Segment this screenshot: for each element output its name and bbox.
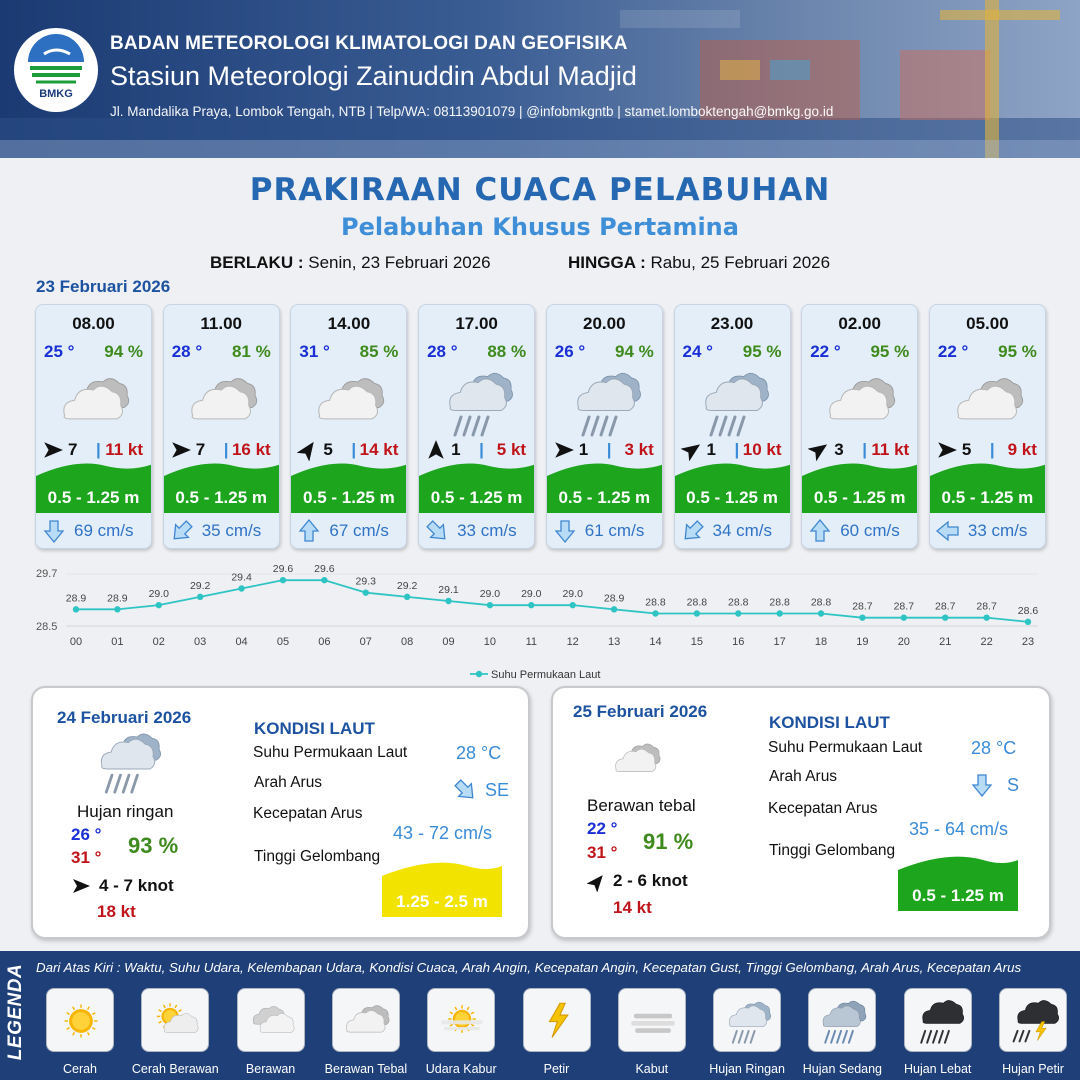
wind-gust: 9 kt (1007, 440, 1037, 459)
wind-speed: 5 (961, 440, 972, 459)
wave-height: 0.5 - 1.25 m (813, 488, 906, 507)
arrow-west-icon (936, 519, 960, 543)
data-label: 28.7 (934, 600, 956, 613)
day2-wind: 4 - 7 knot (99, 876, 174, 895)
data-label: 28.9 (603, 592, 625, 605)
day3-weather: Berawan tebal (587, 796, 696, 815)
x-tick-label: 12 (566, 636, 579, 648)
day2-sst: 28 °C (456, 743, 502, 763)
arrow-east-icon (170, 439, 192, 461)
humidity: 95 % (870, 342, 910, 361)
legend-item-label: Hujan Lebat (903, 1062, 972, 1076)
hujan-ringan-icon (721, 995, 775, 1047)
wave-height: 0.5 - 1.25 m (430, 488, 523, 507)
day3-date: 25 Februari 2026 (573, 702, 708, 721)
data-point (156, 602, 162, 608)
data-point (776, 610, 782, 616)
y-tick-label: 29.7 (36, 568, 58, 580)
x-tick-label: 00 (69, 636, 83, 648)
data-label: 28.7 (976, 600, 997, 613)
arrow-south-icon (553, 519, 577, 543)
arrow-southwest-icon (170, 519, 194, 543)
wind-separator: | (351, 440, 357, 459)
legend-item-label: Berawan Tebal (324, 1062, 408, 1076)
arrow-northeast-icon (587, 872, 607, 892)
valid-to (568, 253, 830, 273)
x-tick-label: 04 (235, 636, 248, 648)
wind-speed: 7 (68, 440, 78, 459)
forecast-time: 05.00 (966, 314, 1009, 333)
arrow-southeast-icon (425, 519, 449, 543)
data-label: 28.9 (65, 592, 87, 605)
x-tick-label: 20 (897, 636, 910, 648)
data-point (901, 614, 907, 620)
data-label: 28.7 (893, 600, 915, 613)
legend-item-box (427, 988, 495, 1052)
wind-separator: | (223, 440, 229, 459)
data-label: 29.2 (396, 579, 418, 592)
day2-wave-label: Tinggi Gelombang (254, 848, 381, 865)
day3-temp-min: 22 ° (587, 819, 618, 838)
wave-height: 0.5 - 1.25 m (558, 488, 651, 507)
day3-current-speed: 35 - 64 cm/s (909, 819, 1009, 839)
data-label: 28.8 (728, 596, 749, 609)
x-tick-label: 23 (1021, 636, 1035, 648)
legend-item-label: Hujan Sedang (802, 1062, 882, 1076)
day3-panel (551, 686, 1051, 939)
data-point (321, 577, 327, 583)
x-tick-label: 18 (814, 636, 828, 648)
data-point (528, 602, 534, 608)
day3-sst-label: Suhu Permukaan Laut (768, 739, 923, 756)
data-label: 29.6 (272, 563, 294, 576)
wave-height: 0.5 - 1.25 m (47, 488, 140, 507)
berawan-tebal-icon (182, 367, 264, 437)
legend-marker (476, 671, 482, 677)
arrow-north-icon (425, 439, 447, 461)
valid-from-value: Senin, 23 Februari 2026 (308, 253, 491, 272)
wind-separator: | (862, 440, 867, 459)
berawan-tebal-icon (605, 736, 669, 784)
data-point (611, 606, 617, 612)
data-label: 29.6 (314, 563, 335, 576)
data-point (280, 577, 286, 583)
wave-height: 0.5 - 1.25 m (175, 488, 268, 507)
data-point (445, 598, 451, 604)
arrow-east-icon (936, 439, 958, 461)
wind-gust: 11 kt (871, 440, 910, 459)
forecast-card (801, 304, 918, 549)
x-tick-label: 01 (111, 636, 124, 648)
berawan-tebal-icon (309, 367, 391, 437)
wind-gust: 3 kt (624, 440, 654, 459)
legend-item-label: Udara Kabur (425, 1062, 497, 1076)
forecast-card (290, 304, 407, 549)
arrow-east-icon (42, 439, 64, 461)
data-point (735, 610, 741, 616)
humidity: 88 % (487, 342, 527, 361)
organization-name: BADAN METEOROLOGI KLIMATOLOGI DAN GEOFISIKA (110, 33, 628, 54)
y-tick-label: 28.5 (36, 621, 58, 633)
forecast-card (163, 304, 280, 549)
humidity: 81 % (231, 342, 271, 361)
x-tick-label: 14 (649, 636, 662, 648)
hujan-petir-icon (1007, 995, 1061, 1047)
current-speed: 35 cm/s (201, 521, 262, 540)
day2-wave: 1.25 - 2.5 m (396, 892, 488, 911)
berawan-tebal-icon (340, 995, 394, 1047)
x-tick-label: 02 (152, 636, 165, 648)
legend-item-label: Kabut (635, 1062, 669, 1076)
arrow-southeast-icon (453, 778, 477, 802)
x-tick-label: 22 (980, 636, 993, 648)
day2-sea-heading: KONDISI LAUT (254, 719, 375, 738)
day2-current-speed-label: Kecepatan Arus (253, 805, 363, 822)
arrow-southwest-icon (681, 519, 705, 543)
x-tick-label: 19 (856, 636, 869, 648)
valid-to-value: Rabu, 25 Februari 2026 (650, 253, 831, 272)
day3-current-speed-label: Kecepatan Arus (768, 800, 878, 817)
cerah-icon (54, 995, 108, 1047)
berawan-tebal-icon (54, 367, 136, 437)
legend-bar (0, 951, 1080, 1080)
day2-current-dir: SE (485, 780, 510, 800)
bmkg-logo-text: BMKG (39, 88, 73, 100)
kabut-icon (626, 995, 680, 1047)
day3-sst: 28 °C (971, 738, 1017, 758)
wind-separator: | (989, 440, 995, 459)
berawan-icon (245, 995, 299, 1047)
wind-separator: | (606, 440, 612, 459)
data-point (238, 585, 244, 591)
air-temperature: 22 ° (810, 342, 841, 361)
current-speed: 61 cm/s (584, 521, 645, 540)
legend-item-box (332, 988, 400, 1052)
hujan-lebat-icon (912, 995, 966, 1047)
arrow-northeast-icon (808, 439, 830, 461)
data-label: 29.4 (231, 571, 252, 584)
valid-from-label: BERLAKU : (210, 253, 304, 272)
current-speed: 33 cm/s (457, 521, 517, 540)
wind-speed: 1 (706, 440, 716, 459)
day2-gust: 18 kt (97, 902, 136, 921)
data-point (818, 610, 824, 616)
current-speed: 34 cm/s (712, 521, 773, 540)
x-tick-label: 16 (732, 636, 745, 648)
hujan-ringan-icon (437, 367, 519, 437)
data-point (983, 614, 989, 620)
day1-date: 23 Februari 2026 (36, 277, 171, 296)
data-point (73, 606, 79, 612)
wind-speed: 1 (578, 440, 589, 459)
hujan-sedang-icon (816, 995, 870, 1047)
air-temperature: 24 ° (682, 342, 713, 361)
legend-item-box (713, 988, 781, 1052)
legend-item-box (999, 988, 1067, 1052)
data-point (404, 594, 410, 600)
day2-temp-min: 26 ° (71, 825, 102, 844)
wind-speed: 5 (323, 440, 333, 459)
humidity: 95 % (998, 342, 1037, 361)
day2-weather: Hujan ringan (77, 802, 174, 821)
page-title: PRAKIRAAN CUACA PELABUHAN (249, 172, 831, 208)
data-label: 29.0 (148, 588, 170, 601)
forecast-time: 17.00 (455, 314, 498, 333)
day3-wave: 0.5 - 1.25 m (912, 886, 1004, 905)
valid-to-label: HINGGA : (568, 253, 646, 272)
x-tick-label: 10 (483, 636, 497, 648)
data-label: 29.3 (355, 575, 376, 588)
day2-temp-max: 31 ° (71, 848, 102, 867)
data-label: 29.2 (189, 579, 211, 592)
wind-separator: | (734, 440, 740, 459)
x-tick-label: 21 (939, 636, 952, 648)
wind-gust: 16 kt (231, 440, 271, 459)
data-point (363, 589, 369, 595)
day2-humidity: 93 % (128, 833, 179, 858)
humidity: 94 % (104, 342, 143, 361)
x-tick-label: 09 (442, 636, 455, 648)
legend-tab (0, 951, 31, 1080)
day3-wave-label: Tinggi Gelombang (769, 842, 896, 859)
air-temperature: 25 ° (44, 342, 75, 361)
x-tick-label: 05 (276, 636, 290, 648)
current-speed: 69 cm/s (74, 521, 134, 540)
legend-item-box (237, 988, 305, 1052)
forecast-card (546, 304, 663, 549)
sea-surface-temperature-chart (28, 560, 1058, 685)
air-temperature: 26 ° (554, 342, 586, 361)
arrow-east-icon (553, 439, 575, 461)
arrow-south-icon (42, 519, 66, 543)
data-label: 28.8 (810, 596, 832, 609)
day2-current-dir-label: Arah Arus (254, 774, 323, 791)
udara-kabur-icon (435, 995, 489, 1047)
data-point (197, 594, 203, 600)
legend-item-label: Cerah Berawan (131, 1062, 219, 1076)
wind-gust: 14 kt (359, 440, 399, 459)
bmkg-logo (14, 28, 98, 112)
current-speed: 60 cm/s (840, 521, 900, 540)
arrow-south-icon (970, 773, 994, 797)
wind-speed: 1 (451, 440, 461, 459)
forecast-card (929, 304, 1046, 549)
wind-separator: | (479, 440, 484, 459)
forecast-time: 02.00 (838, 314, 881, 333)
legend-item-box (808, 988, 876, 1052)
data-label: 29.0 (562, 588, 583, 601)
data-point (859, 614, 865, 620)
wind-speed: 3 (834, 440, 844, 459)
berawan-tebal-icon (948, 367, 1030, 437)
legend-item-label: Hujan Petir (1002, 1062, 1064, 1076)
forecast-time: 23.00 (710, 314, 754, 333)
hujan-ringan-icon (693, 367, 775, 437)
legend-item-box (46, 988, 114, 1052)
wind-separator: | (96, 440, 101, 459)
humidity: 95 % (742, 342, 782, 361)
day2-sst-label: Suhu Permukaan Laut (253, 744, 408, 761)
day3-wind: 2 - 6 knot (613, 871, 688, 890)
header-banner (0, 0, 1080, 158)
day2-date: 24 Februari 2026 (57, 708, 192, 727)
data-label: 28.8 (645, 596, 666, 609)
legend-item-box (141, 988, 209, 1052)
wave-height: 0.5 - 1.25 m (303, 488, 395, 507)
data-label: 28.9 (107, 592, 128, 605)
petir-icon (531, 995, 585, 1047)
hujan-ringan-icon (89, 728, 167, 794)
data-label: 29.0 (521, 588, 542, 601)
data-label: 28.8 (769, 596, 790, 609)
air-temperature: 22 ° (937, 342, 969, 361)
arrow-north-icon (808, 519, 832, 543)
hujan-ringan-icon (565, 367, 647, 437)
day3-sea-heading: KONDISI LAUT (769, 713, 890, 732)
current-speed: 67 cm/s (329, 521, 389, 540)
day3-current-dir: S (1007, 775, 1020, 795)
day3-humidity: 91 % (643, 829, 694, 854)
data-label: 28.8 (686, 596, 708, 609)
x-tick-label: 15 (690, 636, 703, 648)
legend-description: Dari Atas Kiri : Waktu, Suhu Udara, Kelembapan Udara, Kondisi Cuaca, Arah Angin, Kecepatan Angin, Kecepatan Gust, Tinggi Gelombang, Arah Arus, Kecepatan Arus (36, 960, 1022, 975)
legend-item-box (904, 988, 972, 1052)
data-label: 29.0 (479, 588, 501, 601)
legend-item-box (618, 988, 686, 1052)
port-name: Pelabuhan Khusus Pertamina (341, 213, 739, 241)
forecast-card (674, 304, 791, 549)
forecast-time: 11.00 (200, 314, 242, 333)
data-point (487, 602, 493, 608)
humidity: 94 % (615, 342, 654, 361)
wind-gust: 11 kt (105, 440, 143, 459)
x-tick-label: 13 (607, 636, 621, 648)
day2-current-speed: 43 - 72 cm/s (393, 823, 493, 843)
forecast-time: 20.00 (583, 314, 626, 333)
day3-temp-max: 31 ° (587, 843, 618, 862)
x-tick-label: 08 (401, 636, 414, 648)
air-temperature: 28 ° (427, 342, 458, 361)
air-temperature: 31 ° (299, 342, 330, 361)
data-label: 29.1 (438, 584, 459, 596)
humidity: 85 % (359, 342, 399, 361)
series-line (76, 580, 1028, 622)
x-tick-label: 11 (525, 636, 538, 648)
berawan-tebal-icon (820, 367, 902, 437)
forecast-card (35, 304, 152, 549)
legend-label: Suhu Permukaan Laut (491, 669, 601, 681)
forecast-card (418, 304, 535, 549)
data-point (694, 610, 700, 616)
cerah-berawan-icon (149, 995, 203, 1047)
data-point (1025, 619, 1031, 625)
wind-gust: 5 kt (496, 440, 527, 459)
x-tick-label: 07 (359, 636, 372, 648)
legend-item-label: Cerah (62, 1062, 98, 1076)
valid-from (210, 253, 491, 273)
arrow-northeast-icon (297, 439, 319, 461)
legend-item-label: Berawan (245, 1062, 296, 1076)
wave-height: 0.5 - 1.25 m (941, 488, 1034, 507)
data-point (569, 602, 575, 608)
station-address: Jl. Mandalika Praya, Lombok Tengah, NTB | Telp/WA: 08113901079 | @infobmkgntb | stamet.lomboktengah@bmkg.go.id (110, 104, 834, 119)
arrow-north-icon (297, 519, 321, 543)
data-point (652, 610, 658, 616)
air-temperature: 28 ° (171, 342, 203, 361)
legend-item-label: Petir (543, 1062, 570, 1076)
arrow-northeast-icon (681, 439, 703, 461)
x-tick-label: 06 (318, 636, 331, 648)
data-point (114, 606, 120, 612)
wind-gust: 10 kt (742, 440, 782, 459)
legend-item-label: Hujan Ringan (709, 1062, 785, 1076)
forecast-time: 14.00 (327, 314, 371, 333)
data-point (942, 614, 948, 620)
day2-panel (31, 686, 530, 939)
arrow-east-icon (71, 876, 91, 896)
data-label: 28.6 (1017, 604, 1039, 617)
current-speed: 33 cm/s (967, 521, 1028, 540)
x-tick-label: 03 (194, 636, 207, 648)
header-text (110, 33, 833, 119)
wind-speed: 7 (195, 440, 206, 459)
wave-height: 0.5 - 1.25 m (686, 488, 778, 507)
day3-current-dir-label: Arah Arus (769, 768, 838, 785)
station-name: Stasiun Meteorologi Zainuddin Abdul Madjid (110, 61, 637, 91)
legend-heading: LEGENDA (5, 963, 26, 1061)
forecast-time: 08.00 (72, 314, 115, 333)
x-tick-label: 17 (773, 636, 786, 648)
day3-gust: 14 kt (613, 898, 652, 917)
data-label: 28.7 (852, 600, 873, 613)
legend-item-box (523, 988, 591, 1052)
